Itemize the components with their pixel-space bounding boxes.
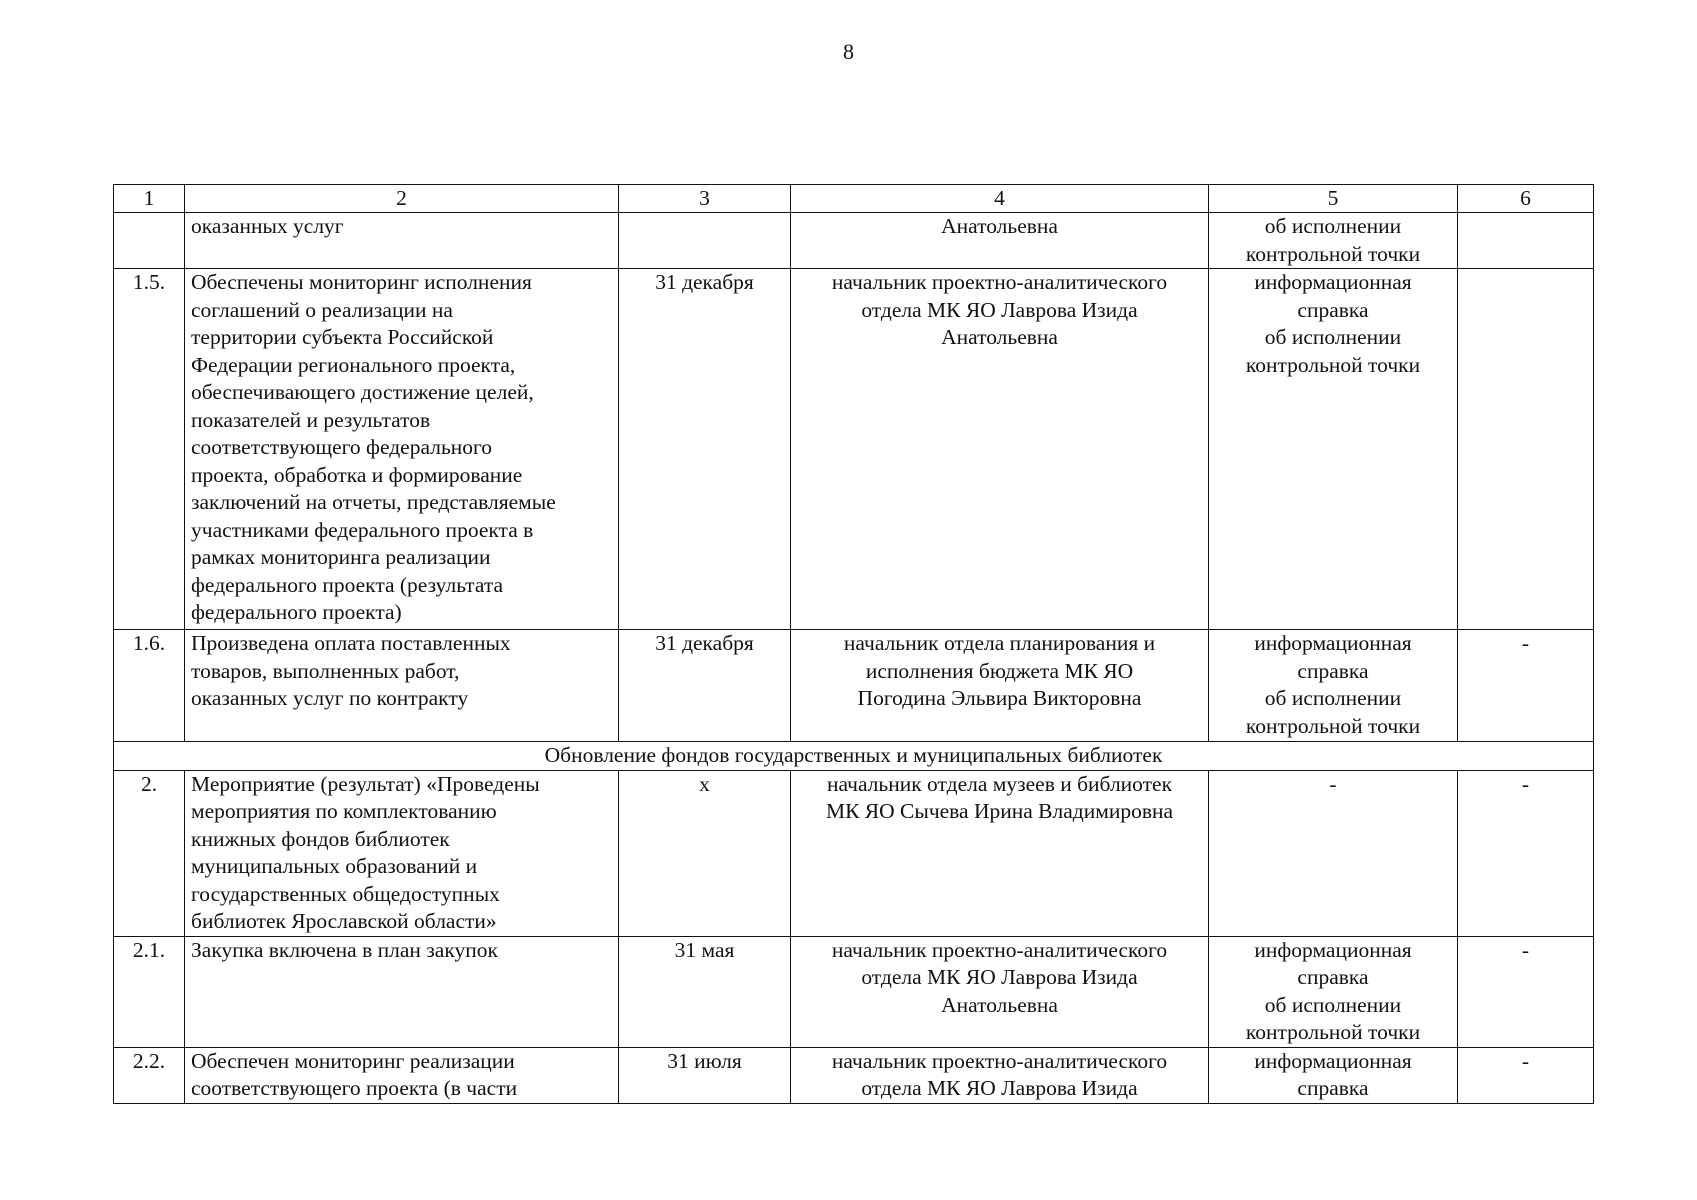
confirming-document-line: справка <box>1297 1076 1369 1100</box>
responsible-person-line: отдела МК ЯО Лаврова Изида <box>861 965 1138 989</box>
responsible-person <box>791 770 1209 936</box>
responsible-person <box>791 1047 1209 1103</box>
table-row <box>114 630 1594 742</box>
confirming-document <box>1209 936 1458 1047</box>
control-points-table <box>113 184 1594 1104</box>
event-description-line: Обеспечен мониторинг реализации <box>191 1048 515 1073</box>
responsible-person-line: МК ЯО Сычева Ирина Владимировна <box>825 799 1174 823</box>
event-description-line: Обеспечены мониторинг исполнения <box>191 270 532 294</box>
table-row <box>114 1047 1594 1103</box>
column-number-3: 3 <box>619 185 791 213</box>
event-description-line: проекта, обработка и формирование <box>191 462 523 487</box>
note-cell <box>1458 269 1594 630</box>
confirming-document <box>1209 770 1458 936</box>
responsible-person-line: начальник отдела планирования и <box>843 631 1156 655</box>
event-description-line: государственных общедоступных <box>191 881 500 906</box>
responsible-person-line: начальник проектно-аналитического <box>831 937 1168 962</box>
event-description-line: книжных фондов библиотек <box>191 826 450 851</box>
event-description-line: муниципальных образований и <box>191 854 478 878</box>
event-description-line: Мероприятие (результат) «Проведены <box>191 771 540 796</box>
event-description-line: обеспечивающего достижение целей, <box>191 380 534 404</box>
responsible-person-line: начальник проектно-аналитического <box>831 270 1168 294</box>
table-row <box>114 936 1594 1047</box>
note-cell: - <box>1458 936 1594 1047</box>
responsible-person <box>791 269 1209 630</box>
confirming-document-line: об исполнении <box>1264 325 1402 349</box>
responsible-person-line: Анатольевна <box>941 992 1058 1017</box>
responsible-person-line: Анатольевна <box>941 214 1058 238</box>
note-cell: - <box>1458 770 1594 936</box>
column-number-row <box>114 185 1594 213</box>
deadline-date <box>619 213 791 269</box>
section-title: Обновление фондов государственных и муниципальных библиотек <box>114 742 1594 771</box>
deadline-date: 31 июля <box>619 1047 791 1103</box>
responsible-person <box>791 213 1209 269</box>
column-number-1: 1 <box>114 185 185 213</box>
confirming-document <box>1209 269 1458 630</box>
responsible-person-line: начальник отдела музеев и библиотек <box>826 771 1173 796</box>
row-number: 2. <box>114 770 185 936</box>
column-number-4: 4 <box>791 185 1209 213</box>
row-number: 2.1. <box>114 936 185 1047</box>
confirming-document-line: контрольной точки <box>1245 1020 1421 1044</box>
event-description <box>185 1047 619 1103</box>
confirming-document <box>1209 213 1458 269</box>
confirming-document <box>1209 630 1458 742</box>
note-cell <box>1458 213 1594 269</box>
confirming-document-line: справка <box>1297 297 1369 322</box>
event-description-line: участниками федерального проекта в <box>191 517 534 542</box>
row-number <box>114 213 185 269</box>
event-description <box>185 770 619 936</box>
table-row <box>114 269 1594 630</box>
deadline-date: 31 мая <box>619 936 791 1047</box>
row-number: 1.6. <box>114 630 185 742</box>
page-number: 8 <box>843 39 854 64</box>
event-description <box>185 213 619 269</box>
event-description-line: показателей и результатов <box>191 407 431 432</box>
confirming-document-line: об исполнении <box>1264 992 1402 1017</box>
responsible-person-line: Анатольевна <box>941 325 1058 349</box>
deadline-date: 31 декабря <box>619 630 791 742</box>
confirming-document-line: контрольной точки <box>1245 352 1421 377</box>
table-body <box>114 185 1594 1104</box>
confirming-document-line: - <box>1329 771 1337 796</box>
confirming-document-line: справка <box>1297 658 1369 683</box>
deadline-date: 31 декабря <box>619 269 791 630</box>
event-description-line: оказанных услуг <box>191 214 344 238</box>
section-row <box>114 742 1594 771</box>
confirming-document <box>1209 1047 1458 1103</box>
confirming-document-line: об исполнении <box>1264 214 1402 238</box>
event-description <box>185 269 619 630</box>
responsible-person <box>791 936 1209 1047</box>
confirming-document-line: справка <box>1297 965 1369 989</box>
responsible-person-line: отдела МК ЯО Лаврова Изида <box>861 297 1138 322</box>
event-description-line: федерального проекта) <box>191 600 402 624</box>
event-description-line: федерального проекта (результата <box>191 572 504 597</box>
event-description-line: товаров, выполненных работ, <box>191 658 460 683</box>
event-description-line: соответствующего проекта (в части <box>191 1076 518 1100</box>
row-number: 1.5. <box>114 269 185 630</box>
column-number-2: 2 <box>185 185 619 213</box>
event-description-line: рамках мониторинга реализации <box>191 545 491 569</box>
confirming-document-line: контрольной точки <box>1245 241 1421 266</box>
event-description-line: Произведена оплата поставленных <box>191 631 511 655</box>
column-number-6: 6 <box>1458 185 1594 213</box>
deadline-date: x <box>619 770 791 936</box>
responsible-person-line: отдела МК ЯО Лаврова Изида <box>861 1076 1138 1100</box>
column-number-5: 5 <box>1209 185 1458 213</box>
confirming-document-line: информационная <box>1254 270 1412 294</box>
note-cell: - <box>1458 630 1594 742</box>
event-description-line: соответствующего федерального <box>191 435 493 459</box>
event-description <box>185 936 619 1047</box>
event-description-line: библиотек Ярославской области» <box>191 909 497 933</box>
responsible-person-line: начальник проектно-аналитического <box>831 1048 1168 1073</box>
event-description-line: Закупка включена в план закупок <box>191 937 498 962</box>
note-cell: - <box>1458 1047 1594 1103</box>
event-description-line: заключений на отчеты, представляемые <box>191 490 556 514</box>
event-description-line: Федерации регионального проекта, <box>191 352 516 377</box>
confirming-document-line: об исполнении <box>1264 686 1402 710</box>
event-description-line: мероприятия по комплектованию <box>191 799 497 823</box>
responsible-person <box>791 630 1209 742</box>
confirming-document-line: информационная <box>1254 631 1412 655</box>
event-description-line: территории субъекта Российской <box>191 325 494 349</box>
table-row <box>114 770 1594 936</box>
event-description-line: соглашений о реализации на <box>191 297 453 322</box>
table-row <box>114 213 1594 269</box>
row-number: 2.2. <box>114 1047 185 1103</box>
confirming-document-line: информационная <box>1254 1048 1412 1073</box>
confirming-document-line: контрольной точки <box>1245 713 1421 738</box>
event-description-line: оказанных услуг по контракту <box>191 686 469 710</box>
responsible-person-line: исполнения бюджета МК ЯО <box>865 658 1134 683</box>
event-description <box>185 630 619 742</box>
confirming-document-line: информационная <box>1254 937 1412 962</box>
responsible-person-line: Погодина Эльвира Викторовна <box>857 686 1142 710</box>
